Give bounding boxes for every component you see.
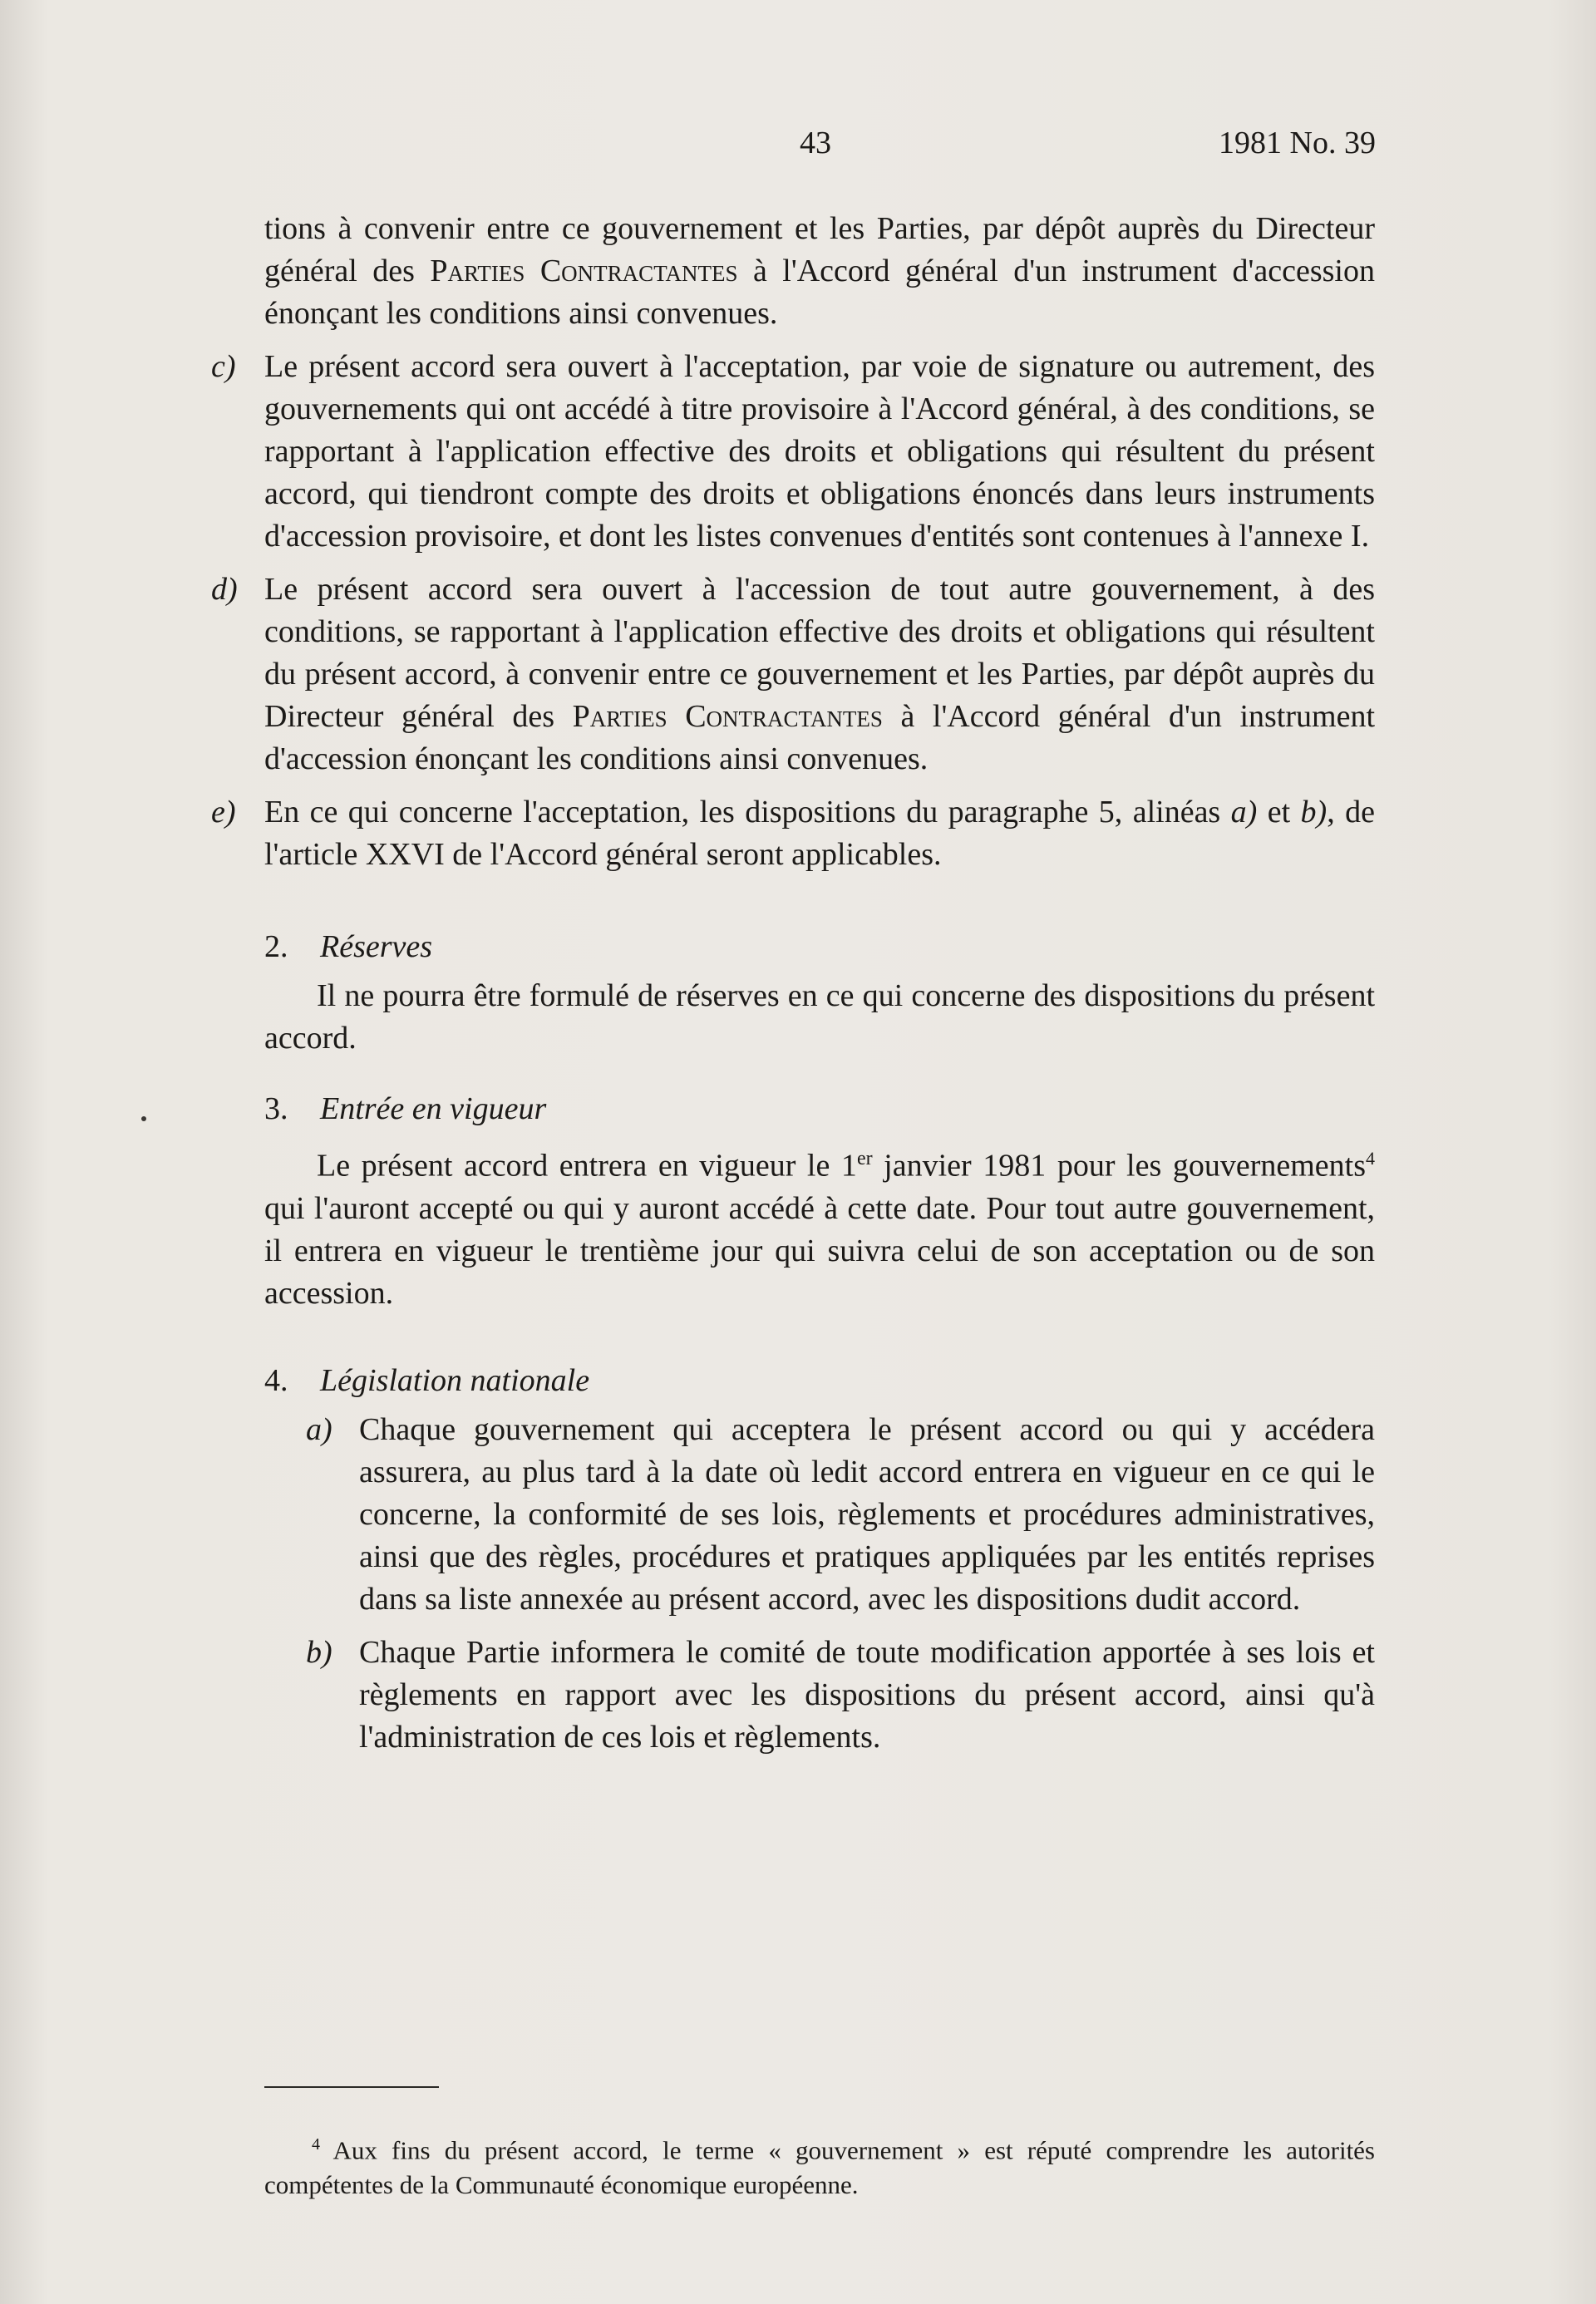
- scan-speck: [141, 1116, 146, 1121]
- section-legislation-nationale: [264, 1360, 1375, 1759]
- section-title: Réserves: [320, 929, 433, 964]
- section-title: Entrée en vigueur: [320, 1091, 547, 1126]
- item-d: [211, 569, 1375, 780]
- item-text: Chaque gouvernement qui acceptera le présent accord ou qui y accédera assurera, au plus tard à la date où ledit accord entrera en vigueur en ce qui le concerne, la conformité de ses lois, règlements et procédures administratives, ainsi que des règles, procédures et pratiques appliquées par les entités reprises dans sa liste annexée au présent accord, avec les dispositions dudit accord.: [359, 1411, 1375, 1617]
- section-reserves: [264, 926, 1375, 1060]
- page-header: [0, 125, 1596, 175]
- item-text: , de l'article XXVI de l'Accord général seront applicables.: [264, 795, 1375, 872]
- footnote-rule: [264, 2086, 439, 2088]
- section-number: 3.: [264, 1091, 288, 1126]
- parties-contractantes: Parties Contractantes: [572, 699, 883, 734]
- ordinal-superscript: er: [856, 1148, 873, 1169]
- section-title: Législation nationale: [320, 1362, 590, 1398]
- text-run: qui l'auront accepté ou qui y auront accédé à cette date. Pour tout autre gouvernement, il entrera en vigueur le trentième jour qui suivra celui de son acceptation ou de son accession.: [264, 1190, 1375, 1311]
- item-text: à l'Accord général d'un instrument d'accession énonçant les conditions ainsi convenues.: [264, 699, 1375, 776]
- section-heading: [264, 1360, 1375, 1402]
- section-heading: [264, 926, 1375, 968]
- item-text: En ce qui concerne l'acceptation, les dispositions du paragraphe 5, alinéas: [264, 795, 1231, 830]
- document-reference: 1981 No. 39: [1219, 126, 1376, 160]
- footnote: [264, 2127, 1375, 2203]
- item-e: [211, 791, 1375, 876]
- alinea-a: a): [1230, 795, 1258, 830]
- item-c: [211, 346, 1375, 558]
- item-label: e): [211, 795, 236, 830]
- section-body: Il ne pourra être formulé de réserves en ce qui concerne des dispositions du présent accord.: [264, 978, 1375, 1056]
- item-text: Le présent accord sera ouvert à l'accession de tout autre gouvernement, à des conditions, se rapportant à l'application effective des droits et obligations qui résultent du présent accord, à convenir entre ce gouvernement et les Parties, par dépôt auprès du Directeur général des: [264, 572, 1375, 734]
- item-text: et: [1257, 795, 1301, 830]
- item-text: Le présent accord sera ouvert à l'acceptation, par voie de signature ou autrement, des gouvernements qui ont accédé à titre provisoire à l'Accord général, à des conditions, se rapportant à l'application effective des droits et obligations qui résultent du présent accord, qui tiendront compte des droits et obligations énoncés dans leurs instruments d'accession provisoire, et dont les listes convenues d'entités sont contenues à l'annexe I.: [264, 349, 1375, 554]
- section-body: [264, 1137, 1375, 1315]
- text-run: à l'Accord général d'un instrument d'accession énonçant les conditions ainsi convenues.: [264, 254, 1375, 331]
- item-label: b): [306, 1634, 332, 1670]
- section-number: 4.: [264, 1362, 288, 1398]
- item-label: c): [211, 349, 236, 384]
- parties-contractantes: Parties Contractantes: [430, 254, 738, 288]
- item-b: [306, 1632, 1375, 1759]
- section-entree-en-vigueur: [264, 1088, 1375, 1315]
- page-number: 43: [800, 126, 831, 160]
- item-label: d): [211, 572, 238, 607]
- text-run: Le présent accord entrera en vigueur le 1: [317, 1148, 857, 1184]
- section-number: 2.: [264, 929, 288, 964]
- item-label: a): [306, 1411, 332, 1447]
- continuation-paragraph: [264, 208, 1375, 335]
- text-run: janvier 1981 pour les gouvernements: [872, 1148, 1366, 1184]
- item-a: [306, 1409, 1375, 1621]
- main-text: [211, 208, 1375, 1770]
- footnote-mark: 4: [312, 2135, 320, 2154]
- alinea-b: b): [1300, 795, 1328, 830]
- section-heading: [264, 1088, 1375, 1130]
- footnote-text: Aux fins du présent accord, le terme « gouvernement » est réputé comprendre les autorités compétentes de la Communauté économique européenne.: [264, 2135, 1375, 2200]
- item-text: Chaque Partie informera le comité de toute modification apportée à ses lois et règlements en rapport avec les dispositions du présent accord, ainsi qu'à l'administration de ces lois et règlements.: [359, 1634, 1375, 1755]
- text-run: tions à convenir entre ce gouvernement et les Parties, par dépôt auprès du Directeur général des: [264, 211, 1375, 288]
- footnote-reference: 4: [1366, 1148, 1375, 1169]
